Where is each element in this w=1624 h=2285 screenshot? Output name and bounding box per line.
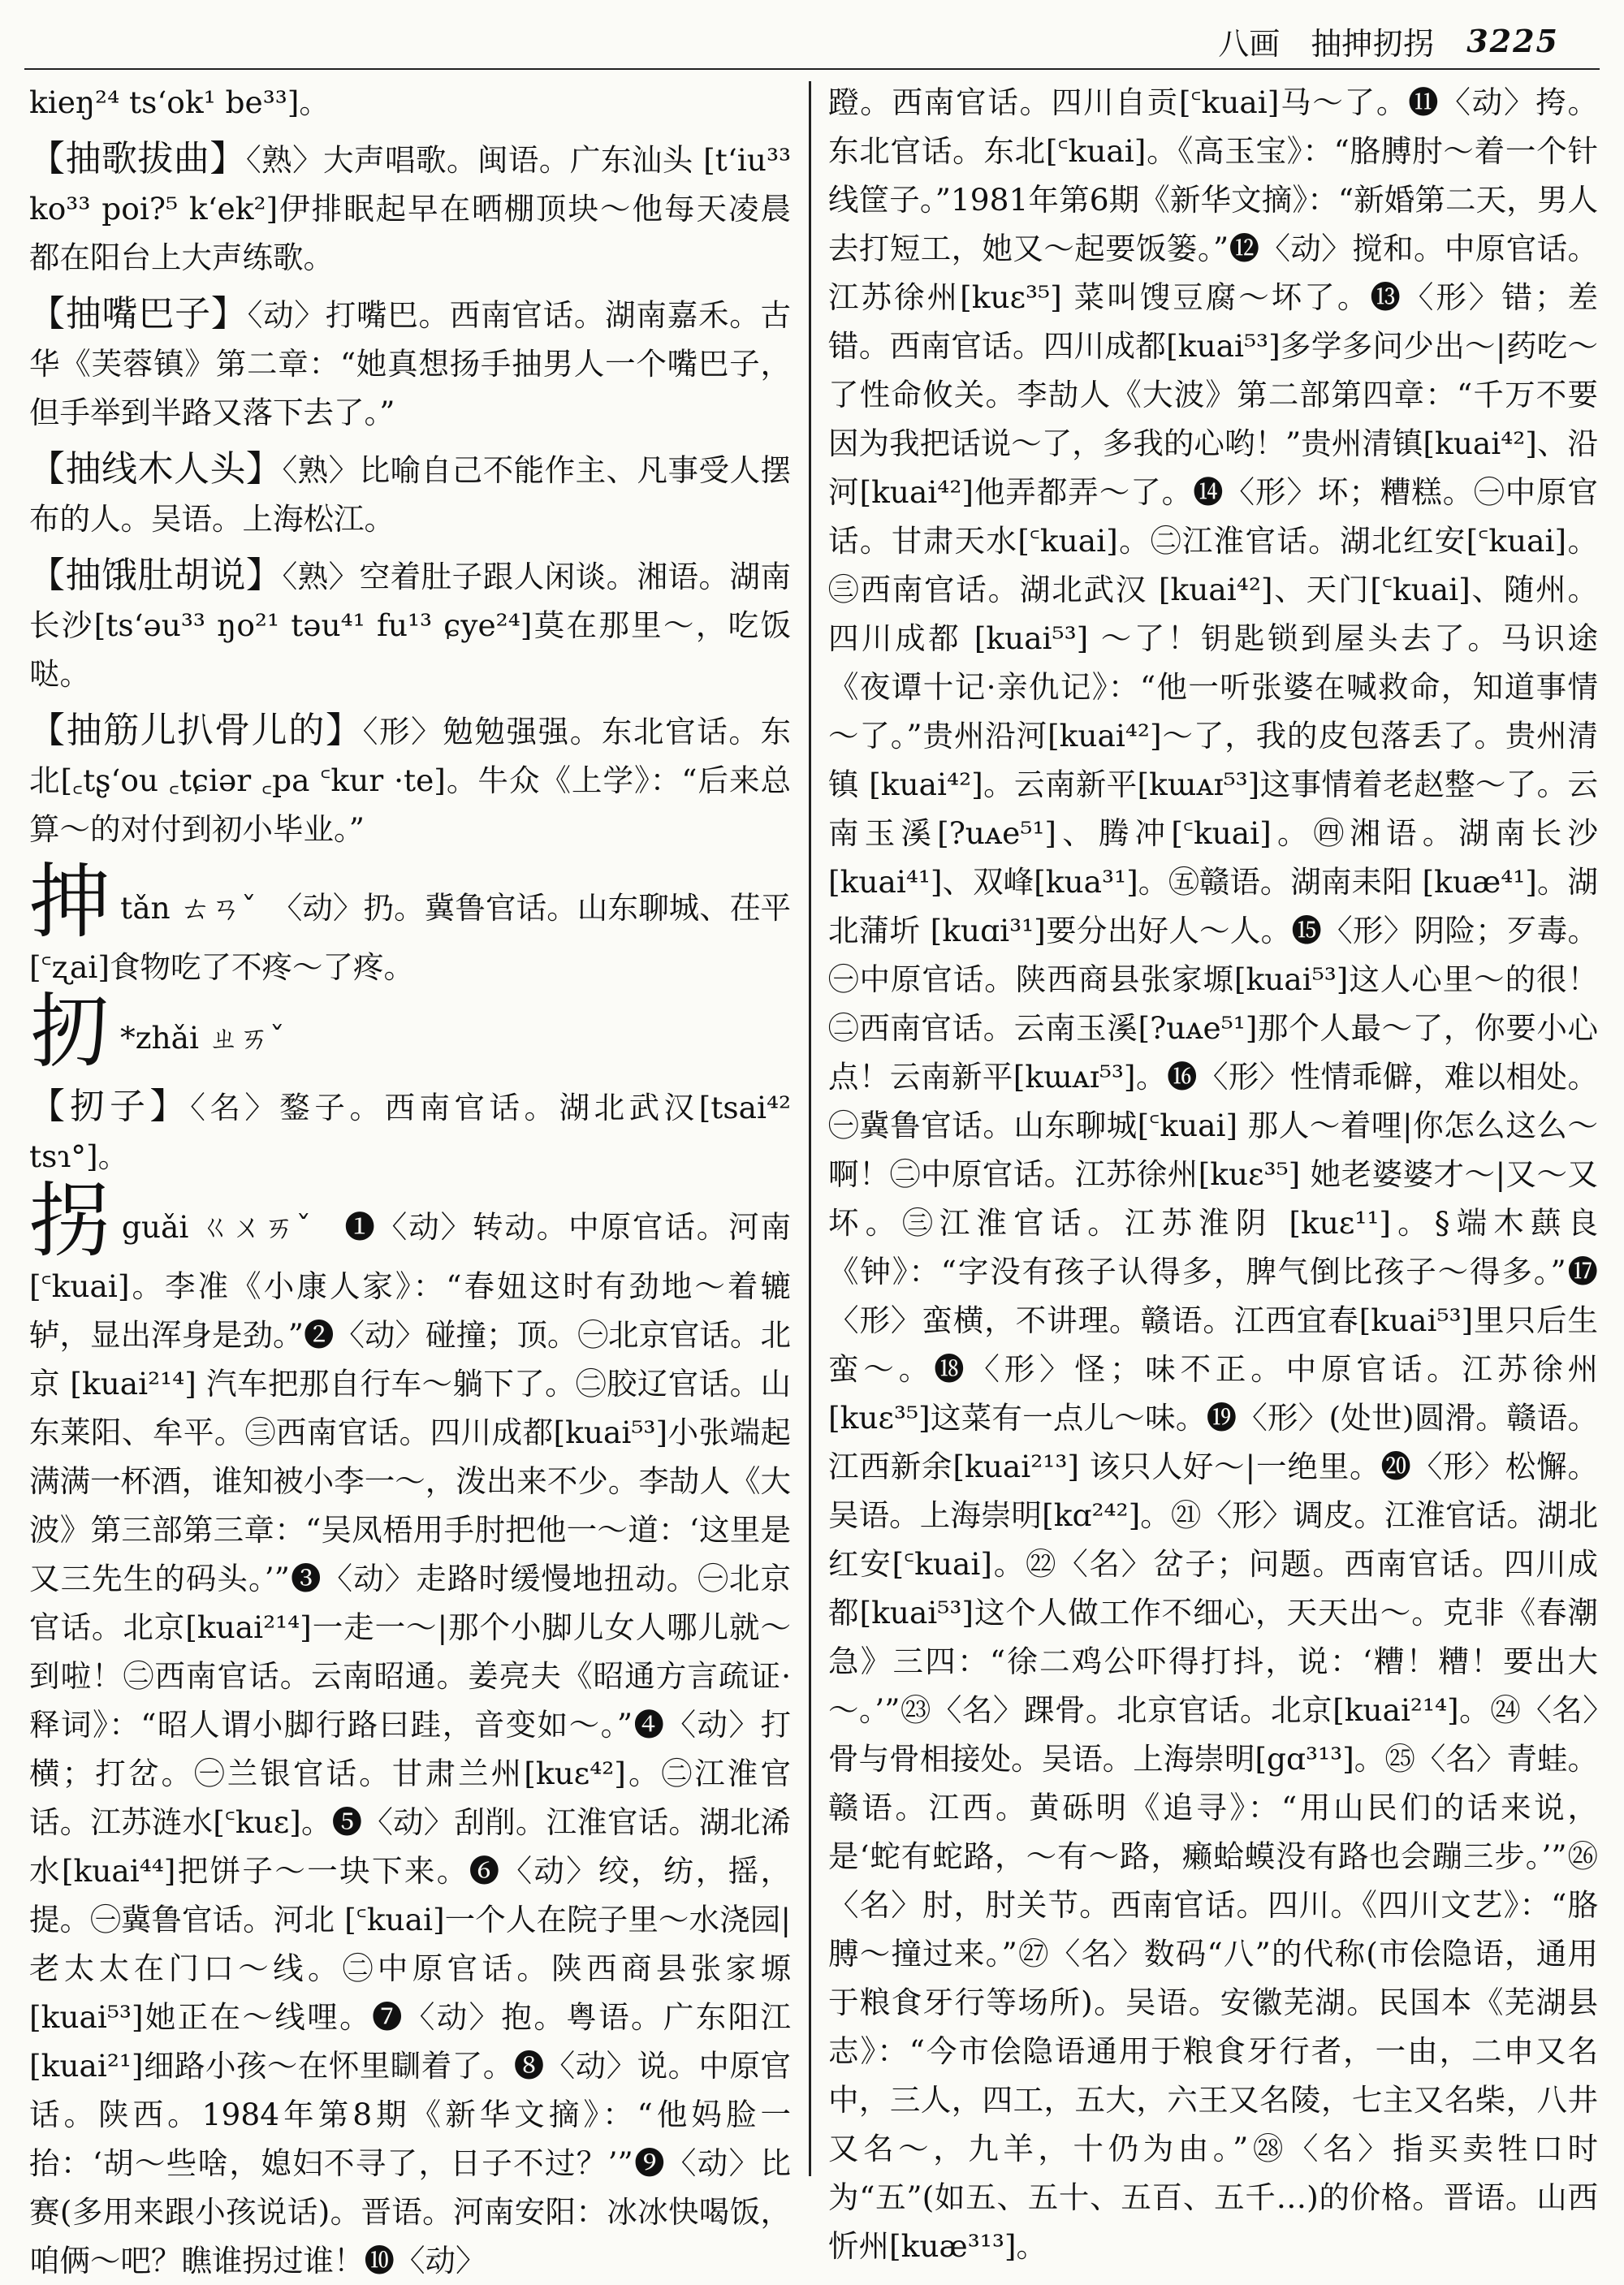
entry-headword: 【抽筋儿扒骨儿的】 xyxy=(29,710,363,751)
pronunciation: guǎi ㄍㄨㄞˇ xyxy=(121,1209,313,1245)
column-divider xyxy=(809,81,811,2176)
entry-body: 〈熟〉大声唱歌。闽语。广东汕头 [t‘iu³³ ko³³ poi?⁵ k‘ek²]伊排眠起早在晒棚顶块～他每天凌晨都在阳台上大声练歌。 xyxy=(29,142,792,275)
entry-chouzuiba xyxy=(29,290,791,437)
guai-continued-text: 蹬。西南官话。四川自贡[꜂kuai]马～了。⓫〈动〉挎。东北官话。东北[꜂kuai]。《高玉宝》：“胳膊肘～着一个针线筐子。”1981年第6期《新华文摘》：“新婚第二天，男人去打短工，她又～起要饭篓。”⓬〈动〉搅和。中原官话。江苏徐州[kuɛ³⁵] 菜叫馊豆腐～坏了。⓭〈形〉错；差错。西南官话。四川成都[kuai⁵³]多学多问少出～|药吃～了性命攸关。李劼人《大波》第二部第四章：“千万不要因为我把话说～了，多我的心哟！”贵州清镇[kuai⁴²]、沿河[kuai⁴²]他弄都弄～了。⓮〈形〉坏；糟糕。㊀中原官话。甘肃天水[꜂kuai]。㊁江淮官话。湖北红安[꜂kuai]。㊂西南官话。湖北武汉 [kuai⁴²]、天门[꜂kuai]、随州。四川成都 [kuai⁵³] ～了！钥匙锁到屋头去了。马识途《夜谭十记·亲仇记》：“他一听张婆在喊救命，知道事情～了。”贵州沿河[kuai⁴²]～了，我的皮包落丢了。贵州清镇 [kuai⁴²]。云南新平[kɯᴀɪ⁵³]这事情着老赵整～了。云南玉溪[?uᴀe⁵¹]、腾冲[꜂kuai]。㊃湘语。湖南长沙[kuai⁴¹]、双峰[kua³¹]。㊄赣语。湖南耒阳 [kuæ⁴¹]。湖北蒲圻 [kuɑi³¹]要分出好人～人。⓯〈形〉阴险；歹毒。㊀中原官话。陕西商县张家塬[kuai⁵³]这人心里～的很！㊁西南官话。云南玉溪[?uᴀe⁵¹]那个人最～了，你要小心点！云南新平[kɯᴀɪ⁵³]。⓰〈形〉性情乖僻，难以相处。㊀冀鲁官话。山东聊城[꜂kuai] 那人～着哩|你怎么这么～啊！㊁中原官话。江苏徐州[kuɛ³⁵] 她老婆婆才～|又～又坏。㊂江淮官话。江苏淮阴 [kuɛ¹¹]。§端木蕻良《钟》：“字没有孩子认得多，脾气倒比孩子～得多。”⓱〈形〉蛮横，不讲理。赣语。江西宜春[kuai⁵³]里只后生蛮～。⓲〈形〉怪；味不正。中原官话。江苏徐州[kuɛ³⁵]这菜有一点儿～味。⓳〈形〉(处世)圆滑。赣语。江西新余[kuai²¹³] 该只人好～|一绝里。⓴〈形〉松懈。吴语。上海崇明[kɑ²⁴²]。㉑〈形〉调皮。江淮官话。湖北红安[꜂kuai]。㉒〈名〉岔子；问题。西南官话。四川成都[kuai⁵³]这个人做工作不细心，天天出～。克非《春潮急》三四：“徐二鸡公吓得打抖，说：‘糟！糟！要出大～。’”㉓〈名〉踝骨。北京官话。北京[kuai²¹⁴]。㉔〈名〉骨与骨相接处。吴语。上海崇明[gɑ³¹³]。㉕〈名〉青蛙。赣语。江西。黄砾明《追寻》：“用山民们的话来说，是‘蛇有蛇路，～有～路，癞蛤蟆没有路也会蹦三步。’”㉖〈名〉肘，肘关节。西南官话。四川。《四川文艺》：“胳膊～撞过来。”㉗〈名〉数码“八”的代称(市侩隐语，通用于粮食牙行等场所)。吴语。安徽芜湖。民国本《芜湖县志》：“今市侩隐语通用于粮食牙行者，一由，二申又名中，三人，四工，五大，六王又名陵，七主又名柴，八井又名～，九羊，十仍为由。”㉘〈名〉指买卖牲口时为“五”(如五、五十、五百、五千…)的价格。晋语。山西忻州[kuæ³¹³]。 xyxy=(828,84,1598,2264)
char-entry-guai xyxy=(29,1173,791,2285)
left-column xyxy=(29,78,792,2279)
entry-chouge xyxy=(29,135,791,282)
continued-text: kieŋ²⁴ ts‘ok¹ be³³]。 xyxy=(29,84,330,120)
head-character: 扨 xyxy=(29,984,110,1079)
entry-headword: 【扨子】 xyxy=(29,1086,191,1127)
head-character: 拐 xyxy=(29,1173,112,1268)
entry-body: 〈熟〉空着肚子跟人闲谈。湘语。湖南长沙[ts‘əu³³ ŋo²¹ təu⁴¹ fu¹³ ɕye²⁴]莫在那里～，吃饭哒。 xyxy=(29,559,792,692)
pronunciation: *zhǎi ㄓㄞˇ xyxy=(120,1020,285,1056)
head-character: 抻 xyxy=(29,854,111,949)
entry-chouedu xyxy=(29,551,791,698)
header-rule xyxy=(24,68,1600,70)
section-title: 八画 抽抻扨拐 xyxy=(1218,25,1435,62)
right-column xyxy=(828,78,1598,2264)
entry-headword: 【抽线木人头】 xyxy=(29,448,283,490)
entry-body: 〈形〉勉勉强强。东北官话。东北[꜀tʂ‘ou ꜀tɕiər ꜀pa ꜂kur ·te]。牛众《上学》：“后来总算～的对付到初小毕业。” xyxy=(29,714,791,847)
entry-chouxian xyxy=(29,445,791,543)
char-entry-tan xyxy=(29,854,792,991)
entry-choujin xyxy=(29,706,791,853)
entry-zhaizi xyxy=(29,1082,791,1181)
entry-body: 〈名〉鍪子。西南官话。湖北武汉[tsai⁴² tsɿ°]。 xyxy=(29,1090,792,1174)
entry-body: 〈熟〉比喻自己不能作主、凡事受人摆布的人。吴语。上海松江。 xyxy=(29,452,792,537)
running-header xyxy=(812,18,1559,63)
entry-body: 〈动〉扔。冀鲁官话。山东聊城、茌平[꜂ʐai]食物吃了不疼～了疼。 xyxy=(29,890,792,985)
entry-headword: 【抽饿肚胡说】 xyxy=(29,555,283,596)
page-number: 3225 xyxy=(1466,22,1559,59)
pronunciation: tǎn ㄊㄢˇ xyxy=(120,890,257,926)
entry-body: ❶〈动〉转动。中原官话。河南[꜂kuai]。李准《小康人家》：“春妞这时有劲地～着辘轳，显出浑身是劲。”❷〈动〉碰撞；顶。㊀北京官话。北京 [kuai²¹⁴] 汽车把那自行车～躺下了。㊁胶辽官话。山东莱阳、牟平。㊂西南官话。四川成都[kuai⁵³]小张端起满满一杯酒，谁知被小李一～，泼出来不少。李劼人《大波》第三部第三章：“吴凤梧用手肘把他一～道：‘这里是又三先生的码头。’”❸〈动〉走路时缓慢地扭动。㊀北京官话。北京[kuai²¹⁴]一走一～|那个小脚儿女人哪儿就～到啦！㊁西南官话。云南昭通。姜亮夫《昭通方言疏证·释词》：“昭人谓小脚行路曰跬，音变如～。”❹〈动〉打横；打岔。㊀兰银官话。甘肃兰州[kuɛ⁴²]。㊁江淮官话。江苏涟水[꜂kuɛ]。❺〈动〉刮削。江淮官话。湖北浠水[kuai⁴⁴]把饼子～一块下来。❻〈动〉绞，纺，摇，提。㊀冀鲁官话。河北 [꜂kuai]一个人在院子里～水浇园|老太太在门口～线。㊁中原官话。陕西商县张家塬[kuai⁵³]她正在～线哩。❼〈动〉抱。粤语。广东阳江[kuai²¹]细路小孩～在怀里瞓着了。❽〈动〉说。中原官话。陕西。1984年第8期《新华文摘》：“他妈脸一抬：‘胡～些啥，媳妇不寻了，日子不过？’”❾〈动〉比赛(多用来跟小孩说话)。晋语。河南安阳：冰冰快喝饭，咱俩～吧？瞧谁拐过谁！❿〈动〉 xyxy=(29,1209,791,2279)
entry-headword: 【抽歌拔曲】 xyxy=(29,138,246,179)
char-entry-zhai xyxy=(29,984,791,1082)
entry-body: 〈动〉打嘴巴。西南官话。湖南嘉禾。古华《芙蓉镇》第二章：“她真想扬手抽男人一个嘴巴子，但手举到半路又落下去了。” xyxy=(29,297,792,430)
entry-headword: 【抽嘴巴子】 xyxy=(29,293,248,335)
